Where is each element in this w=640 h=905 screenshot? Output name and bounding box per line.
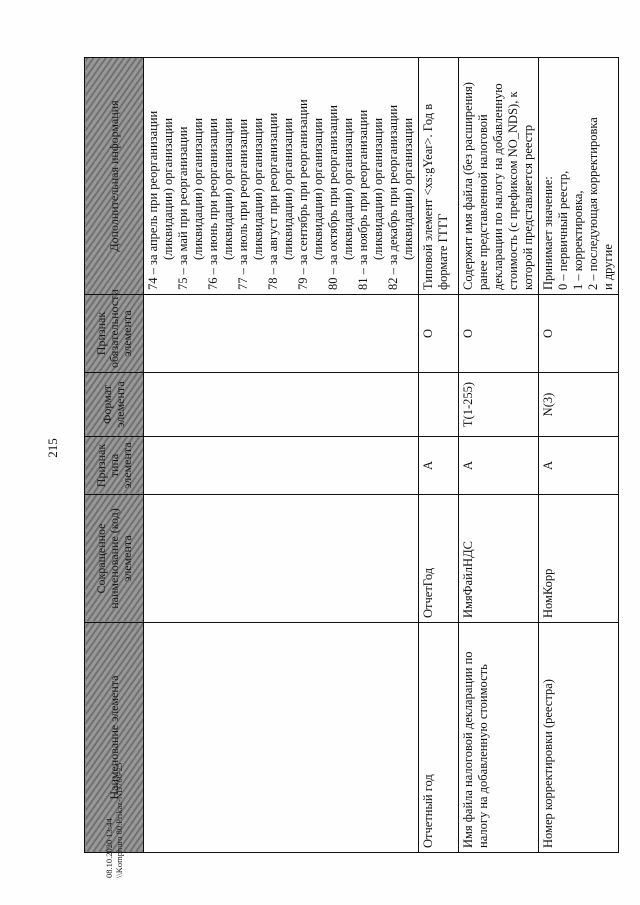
cell-empty — [144, 495, 419, 623]
info-line: 76 – за июнь при реорганизации — [206, 118, 220, 290]
info-line: (ликвидации) организации — [371, 117, 385, 260]
footer-file-path: \\Komphuro 80.Prikaz-ND766-25 — [114, 762, 124, 878]
cell-type: А — [539, 437, 619, 495]
cell-required: О — [419, 295, 459, 373]
cell-info-continuation — [144, 58, 419, 295]
cell-short-name: НомКорр — [539, 495, 619, 623]
cell-info — [539, 58, 619, 295]
cell-empty — [144, 295, 419, 373]
cell-format: T(1-255) — [459, 373, 539, 437]
cell-empty — [144, 437, 419, 495]
info-line: Принимает значение: — [541, 176, 555, 290]
info-line: (ликвидации) организации — [311, 117, 325, 260]
table-row-continuation — [144, 58, 419, 853]
cell-name: Отчетный год — [419, 623, 459, 853]
info-line: 77 – за июль при реорганизации — [236, 118, 250, 290]
cell-name: Имя файла налоговой декларации по налогу на добавленную стоимость — [459, 623, 539, 853]
info-line: 2 – последующая корректировка — [586, 117, 600, 290]
header-name: Наименование элемента — [85, 623, 144, 853]
info-line: (ликвидации) организации — [281, 117, 295, 260]
info-line: 80 – за октябрь при реорганизации — [326, 105, 340, 290]
cell-empty — [144, 623, 419, 853]
cell-info: Типовой элемент <xs:gYear>. Год в формате ГГГГ — [419, 58, 459, 295]
elements-table — [84, 57, 619, 853]
info-line: 75 – за май при реорганизации — [176, 126, 190, 290]
cell-info: Содержит имя файла (без расширения) ранее представленной налоговой декларации по налогу на добавленную стоимость (с префиксом NO_NDS), к которой представляется реестр — [459, 58, 539, 295]
info-line: 1 – корректировка, — [571, 190, 585, 290]
table-row — [539, 58, 619, 853]
cell-required: О — [459, 295, 539, 373]
info-line: и другие — [601, 244, 615, 290]
info-line: (ликвидации) организации — [341, 117, 355, 260]
table-row — [459, 58, 539, 853]
info-line: 82 – за декабрь при реорганизации — [386, 104, 400, 290]
cell-type: А — [419, 437, 459, 495]
footer-timestamp: 08.10.2020 13:44 — [104, 818, 114, 878]
info-line: (ликвидации) организации — [161, 117, 175, 260]
cell-format — [419, 373, 459, 437]
info-line: 74 – за апрель при реорганизации — [146, 110, 160, 290]
cell-name: Номер корректировки (реестра) — [539, 623, 619, 853]
table-row — [419, 58, 459, 853]
cell-format: N(3) — [539, 373, 619, 437]
info-line: (ликвидации) организации — [191, 117, 205, 260]
cell-empty — [144, 373, 419, 437]
info-line: 0 – первичный реестр, — [556, 170, 570, 290]
info-line: (ликвидации) организации — [221, 117, 235, 260]
cell-type: А — [459, 437, 539, 495]
page-number: 215 — [45, 438, 60, 458]
rotated-table-wrapper — [84, 58, 615, 853]
info-line: 78 – за август при реорганизации — [266, 112, 280, 290]
header-short-name: Сокращенное наименование (код) элемента — [85, 495, 144, 623]
header-required: Признак обязательности элемента — [85, 295, 144, 373]
cell-short-name: ОтчетГод — [419, 495, 459, 623]
info-line: (ликвидации) организации — [251, 117, 265, 260]
table-header-row — [85, 58, 144, 853]
header-info: Дополнительная информация — [85, 58, 144, 295]
info-line: 81 – за ноябрь при реорганизации — [356, 109, 370, 290]
info-line: 79 – за сентябрь при реорганизации — [296, 99, 310, 290]
cell-required: О — [539, 295, 619, 373]
info-line: (ликвидации) организации — [401, 117, 415, 260]
cell-short-name: ИмяФайлНДС — [459, 495, 539, 623]
header-type: Признак типа элемента — [85, 437, 144, 495]
header-format: Формат элемента — [85, 373, 144, 437]
